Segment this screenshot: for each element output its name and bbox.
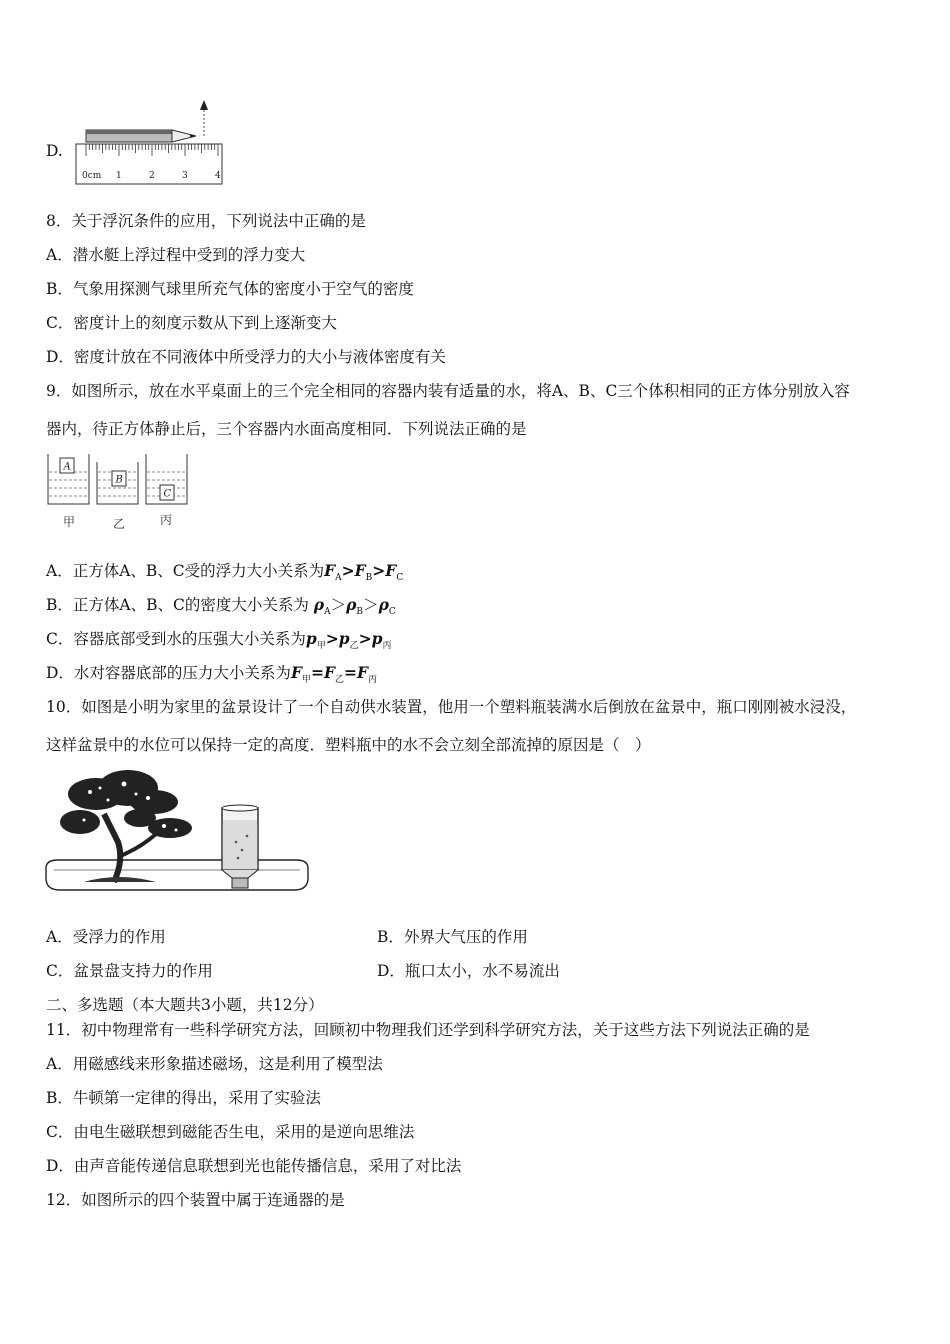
q9-option-a: A．正方体A、B、C受的浮力大小关系为$F_A>F_B>F_C$ xyxy=(46,561,404,584)
q10-option-c: C．盆景盘支持力的作用 xyxy=(46,962,213,980)
container-label-yi: 乙 xyxy=(113,517,126,531)
q9-option-b: B．正方体A、B、C的密度大小关系为 $\rho_A>\rho_B>\rho_C$ xyxy=(46,595,396,618)
ruler-tick-0: 0cm xyxy=(82,171,102,181)
q10-stem-line1: 10．如图是小明为家里的盆景设计了一个自动供水装置，他用一个塑料瓶装满水后倒放在盆景中，瓶口刚刚被水浸没， xyxy=(46,698,857,716)
cube-label-a: A xyxy=(63,461,71,473)
container-label-bing: 丙 xyxy=(160,513,173,527)
ruler-tick-2: 2 xyxy=(149,171,155,181)
q8-option-b: B．气象用探测气球里所充气体的密度小于空气的密度 xyxy=(46,280,414,298)
section2-heading: 二、多选题（本大题共3小题，共12分） xyxy=(46,996,324,1014)
three-containers-figure xyxy=(44,450,194,534)
q11-stem: 11．初中物理常有一些科学研究方法，回顾初中物理我们还学到科学研究方法，关于这些方法下列说法正确的是 xyxy=(46,1021,810,1039)
container-label-jia: 甲 xyxy=(63,515,76,529)
q8-option-c: C．密度计上的刻度示数从下到上逐渐变大 xyxy=(46,314,337,332)
ruler-tick-1: 1 xyxy=(116,171,122,181)
bonsai-water-supply-figure xyxy=(44,764,312,904)
q8-stem: 8．关于浮沉条件的应用，下列说法中正确的是 xyxy=(46,212,366,230)
cube-label-c: C xyxy=(163,488,172,500)
q10-option-d: D．瓶口太小，水不易流出 xyxy=(377,962,560,980)
q9-stem-line2: 器内，待正方体静止后，三个容器内水面高度相同．下列说法正确的是 xyxy=(46,420,527,438)
q7-option-d-label: D. xyxy=(46,142,63,160)
q11-option-d: D．由声音能传递信息联想到光也能传播信息，采用了对比法 xyxy=(46,1157,462,1175)
q10-stem-line2: 这样盆景中的水位可以保持一定的高度．塑料瓶中的水不会立刻全部流掉的原因是（ ） xyxy=(46,736,651,754)
q10-option-b: B．外界大气压的作用 xyxy=(377,928,528,946)
q11-option-c: C．由电生磁联想到磁能否生电，采用的是逆向思维法 xyxy=(46,1123,415,1141)
ruler-tick-3: 3 xyxy=(182,171,188,181)
q11-option-a: A．用磁感线来形象描述磁场，这是利用了模型法 xyxy=(46,1055,383,1073)
q11-option-b: B．牛顿第一定律的得出，采用了实验法 xyxy=(46,1089,321,1107)
q8-option-a: A．潜水艇上浮过程中受到的浮力变大 xyxy=(46,246,306,264)
ruler-tick-4: 4 xyxy=(215,171,221,181)
q9-option-c: C．容器底部受到水的压强大小关系为$p_甲>p_乙>p_丙$ xyxy=(46,629,392,652)
q9-stem-line1: 9．如图所示，放在水平桌面上的三个完全相同的容器内装有适量的水，将A、B、C三个体积相同的正方体分别放入容 xyxy=(46,382,850,400)
q12-stem: 12．如图所示的四个装置中属于连通器的是 xyxy=(46,1191,345,1209)
q9-option-d: D．水对容器底部的压力大小关系为$F_甲=F_乙=F_丙$ xyxy=(46,663,378,686)
pencil-ruler-figure xyxy=(72,96,224,188)
q10-option-a: A．受浮力的作用 xyxy=(46,928,166,946)
q8-option-d: D．密度计放在不同液体中所受浮力的大小与液体密度有关 xyxy=(46,348,446,366)
cube-label-b: B xyxy=(115,474,123,486)
